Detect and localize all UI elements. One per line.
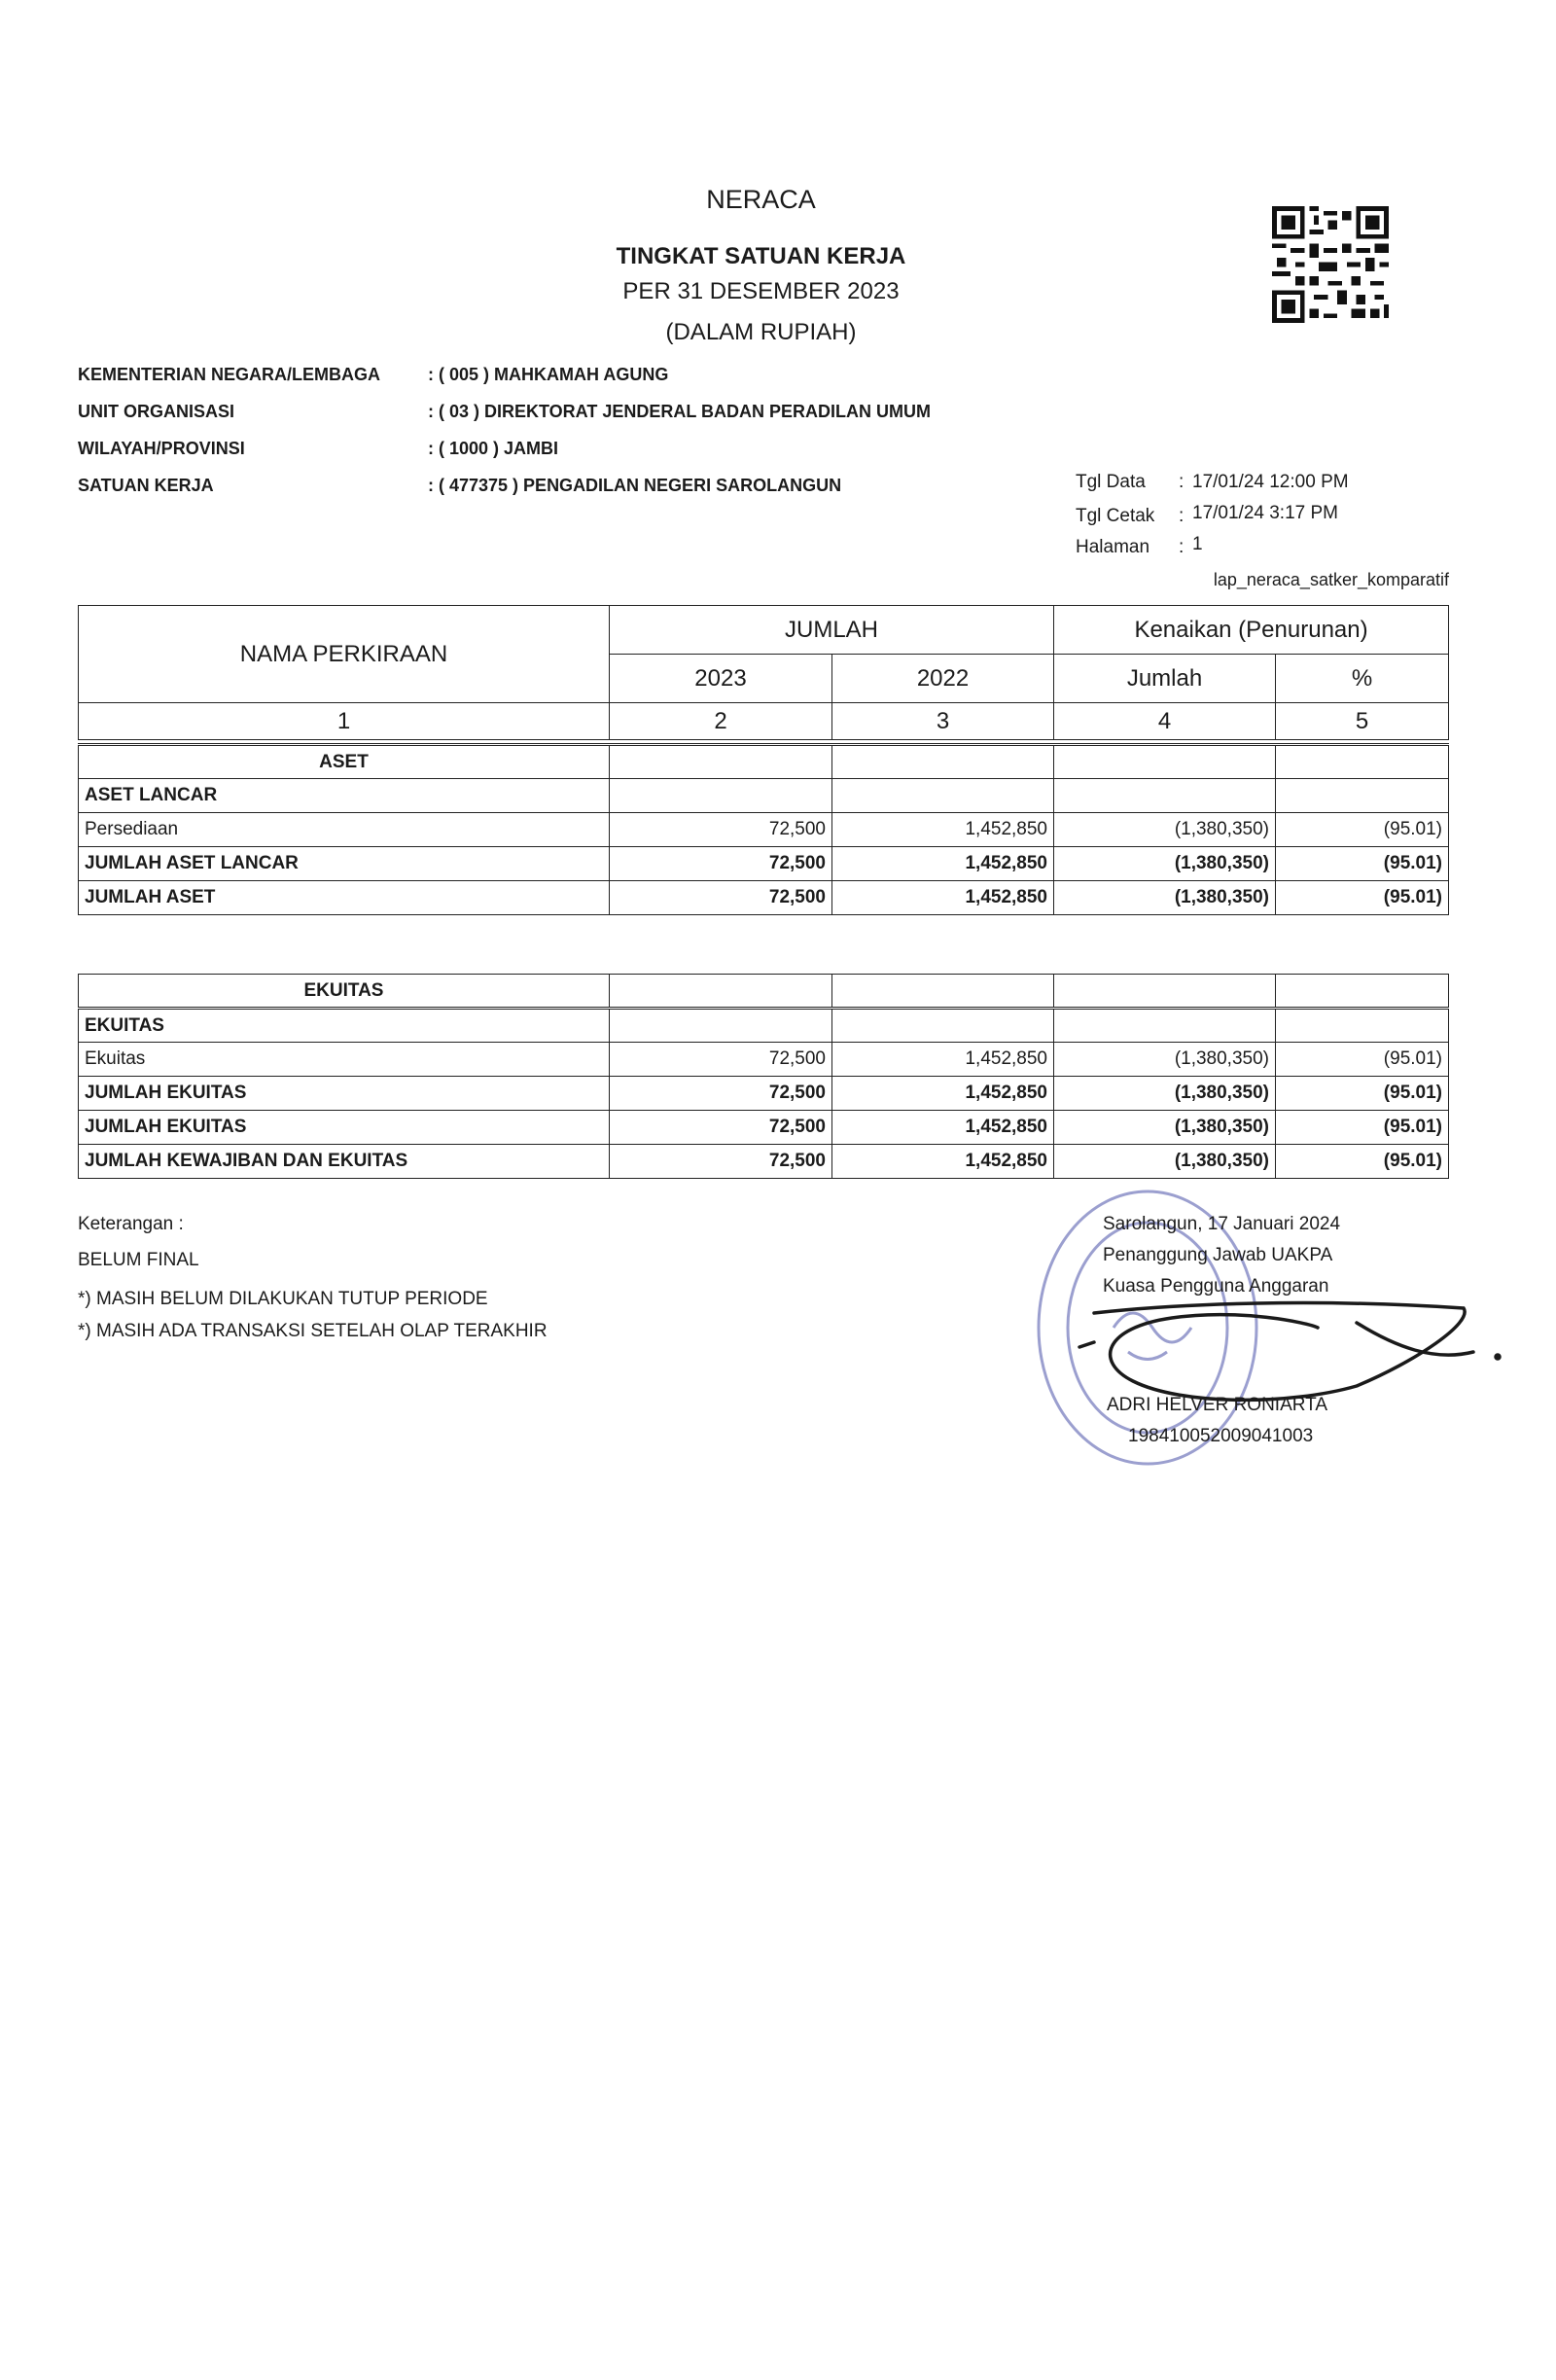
meta-colon: : — [1179, 537, 1185, 557]
col-index-1: 1 — [79, 703, 610, 740]
row-2023: 72,500 — [610, 881, 832, 915]
info-value-satker: : ( 477375 ) PENGADILAN NEGERI SAROLANGUN — [428, 476, 842, 495]
row-2022: 1,452,850 — [832, 1145, 1054, 1179]
col-index-3: 3 — [832, 703, 1054, 740]
row-diff: (1,380,350) — [1054, 1043, 1276, 1077]
table-row — [79, 847, 1449, 881]
row-diff: (1,380,350) — [1054, 847, 1276, 881]
row-name: JUMLAH EKUITAS — [79, 1077, 610, 1111]
meta-tgl-cetak-value: 17/01/24 3:17 PM — [1192, 503, 1338, 523]
row-2023: 72,500 — [610, 1043, 832, 1077]
sign-role2: Kuasa Pengguna Anggaran — [1103, 1276, 1329, 1297]
meta-tgl-data-value: 17/01/24 12:00 PM — [1192, 472, 1349, 492]
col-index-5: 5 — [1276, 703, 1449, 740]
qr-code-icon — [1272, 202, 1389, 327]
report-title: NERACA — [706, 185, 816, 214]
ekuitas-table — [78, 974, 1449, 1179]
handwritten-signature-icon — [1065, 1269, 1503, 1415]
info-label-unit: UNIT ORGANISASI — [78, 402, 235, 421]
row-pct: (95.01) — [1276, 1077, 1449, 1111]
sign-place-date: Sarolangun, 17 Januari 2024 — [1103, 1214, 1341, 1234]
aset-table — [78, 743, 1449, 915]
meta-colon: : — [1179, 472, 1185, 492]
col-jumlah: JUMLAH — [610, 606, 1054, 655]
balance-table-header — [78, 605, 1449, 740]
meta-tgl-data-label: Tgl Data — [1076, 472, 1146, 492]
row-name: JUMLAH EKUITAS — [79, 1111, 610, 1145]
report-code: lap_neraca_satker_komparatif — [1213, 570, 1449, 589]
info-label-kementerian: KEMENTERIAN NEGARA/LEMBAGA — [78, 365, 381, 384]
table-row — [79, 813, 1449, 847]
row-2022: 1,452,850 — [832, 847, 1054, 881]
info-label-satker: SATUAN KERJA — [78, 476, 214, 495]
row-diff: (1,380,350) — [1054, 881, 1276, 915]
row-diff: (1,380,350) — [1054, 1111, 1276, 1145]
table-row — [79, 779, 1449, 813]
report-subtitle: TINGKAT SATUAN KERJA — [616, 243, 906, 269]
row-name: JUMLAH KEWAJIBAN DAN EKUITAS — [79, 1145, 610, 1179]
row-2023: 72,500 — [610, 847, 832, 881]
group-ekuitas: EKUITAS — [79, 1009, 610, 1043]
row-pct: (95.01) — [1276, 813, 1449, 847]
report-unit: (DALAM RUPIAH) — [665, 319, 857, 345]
notes-title: Keterangan : — [78, 1214, 184, 1234]
row-diff: (1,380,350) — [1054, 813, 1276, 847]
table-row — [79, 1043, 1449, 1077]
row-2022: 1,452,850 — [832, 813, 1054, 847]
section-ekuitas: EKUITAS — [79, 975, 610, 1009]
report-period: PER 31 DESEMBER 2023 — [622, 278, 900, 304]
sign-name: ADRI HELVER RONIARTA — [1107, 1395, 1327, 1415]
col-k-pct: % — [1276, 655, 1449, 703]
row-pct: (95.01) — [1276, 881, 1449, 915]
meta-halaman-value: 1 — [1192, 534, 1203, 554]
row-2023: 72,500 — [610, 1111, 832, 1145]
col-2023: 2023 — [610, 655, 832, 703]
row-name: Ekuitas — [79, 1043, 610, 1077]
info-label-wilayah: WILAYAH/PROVINSI — [78, 439, 245, 458]
info-value-kementerian: : ( 005 ) MAHKAMAH AGUNG — [428, 365, 669, 384]
row-pct: (95.01) — [1276, 1145, 1449, 1179]
col-nama-perkiraan: NAMA PERKIRAAN — [79, 606, 610, 703]
row-2022: 1,452,850 — [832, 881, 1054, 915]
meta-tgl-cetak-label: Tgl Cetak — [1076, 506, 1155, 526]
col-2022: 2022 — [832, 655, 1054, 703]
table-row — [79, 881, 1449, 915]
row-2023: 72,500 — [610, 1077, 832, 1111]
col-k-jumlah: Jumlah — [1054, 655, 1276, 703]
col-kenaikan: Kenaikan (Penurunan) — [1054, 606, 1449, 655]
row-name: JUMLAH ASET LANCAR — [79, 847, 610, 881]
row-2022: 1,452,850 — [832, 1111, 1054, 1145]
table-row — [79, 1111, 1449, 1145]
table-row — [79, 1145, 1449, 1179]
row-2023: 72,500 — [610, 813, 832, 847]
notes-status: BELUM FINAL — [78, 1250, 199, 1270]
row-2022: 1,452,850 — [832, 1077, 1054, 1111]
row-diff: (1,380,350) — [1054, 1077, 1276, 1111]
sign-role1: Penanggung Jawab UAKPA — [1103, 1245, 1333, 1265]
row-name: Persediaan — [79, 813, 610, 847]
notes-line1: *) MASIH BELUM DILAKUKAN TUTUP PERIODE — [78, 1289, 488, 1309]
table-row — [79, 1009, 1449, 1043]
col-index-4: 4 — [1054, 703, 1276, 740]
row-diff: (1,380,350) — [1054, 1145, 1276, 1179]
section-aset: ASET — [79, 745, 610, 779]
table-row — [79, 975, 1449, 1009]
notes-line2: *) MASIH ADA TRANSAKSI SETELAH OLAP TERAKHIR — [78, 1321, 548, 1341]
row-2022: 1,452,850 — [832, 1043, 1054, 1077]
col-index-2: 2 — [610, 703, 832, 740]
info-value-unit: : ( 03 ) DIREKTORAT JENDERAL BADAN PERADILAN UMUM — [428, 402, 932, 421]
row-pct: (95.01) — [1276, 1043, 1449, 1077]
meta-halaman-label: Halaman — [1076, 537, 1150, 557]
table-row — [79, 1077, 1449, 1111]
row-name: JUMLAH ASET — [79, 881, 610, 915]
row-pct: (95.01) — [1276, 847, 1449, 881]
info-value-wilayah: : ( 1000 ) JAMBI — [428, 439, 559, 458]
row-pct: (95.01) — [1276, 1111, 1449, 1145]
row-2023: 72,500 — [610, 1145, 832, 1179]
meta-colon: : — [1179, 506, 1185, 526]
group-aset-lancar: ASET LANCAR — [79, 779, 610, 813]
table-row — [79, 745, 1449, 779]
sign-nip: 198410052009041003 — [1128, 1426, 1314, 1446]
